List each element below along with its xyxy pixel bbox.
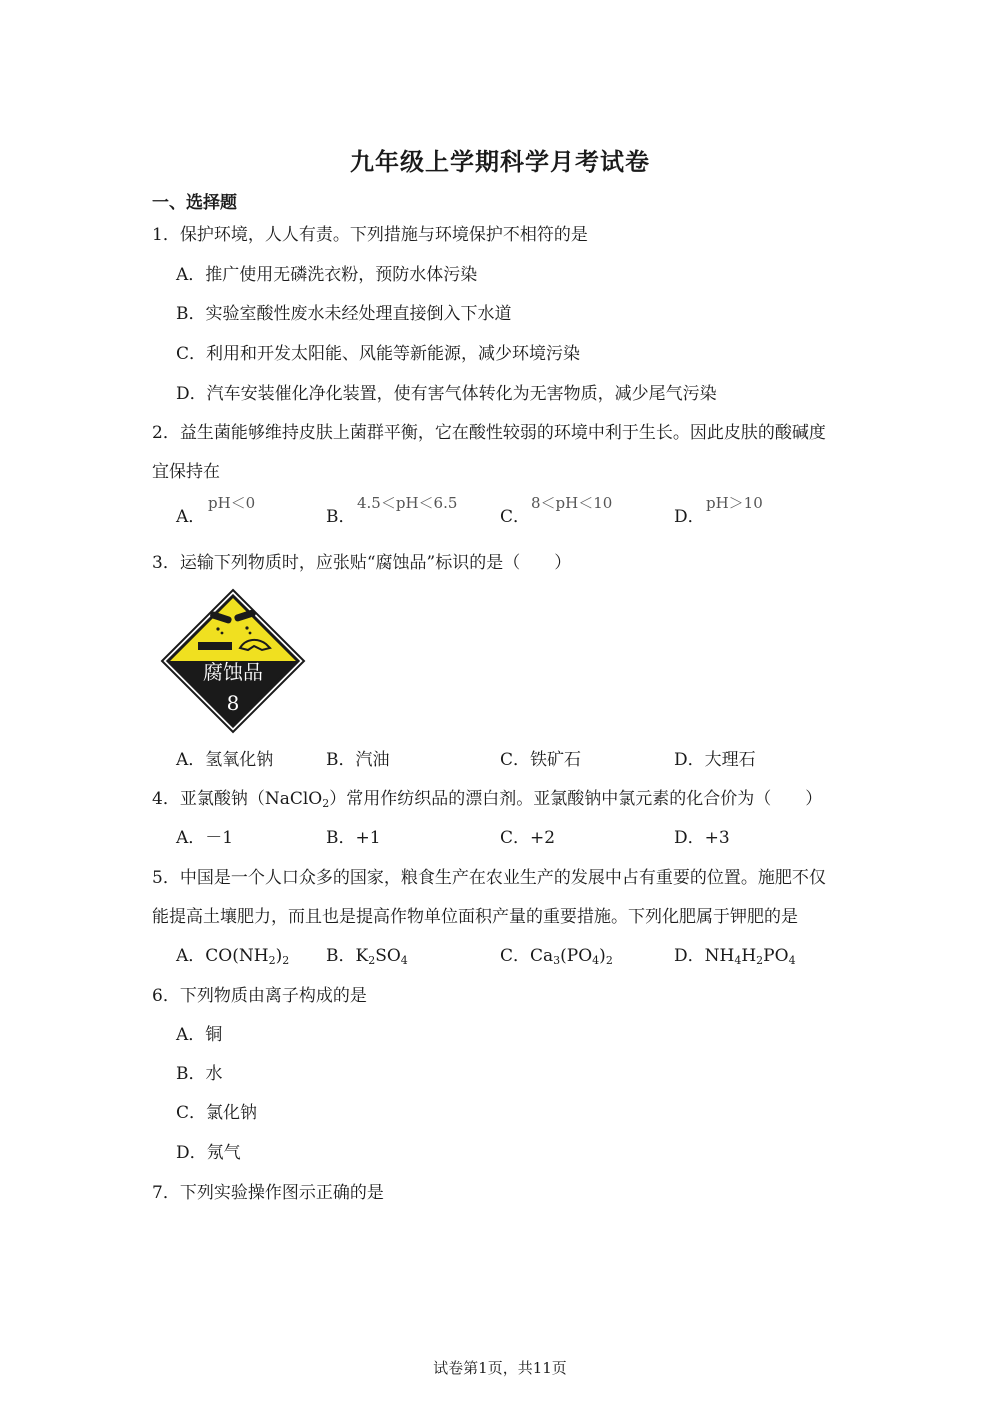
- hazard-sign-label: 腐蚀品: [203, 660, 263, 684]
- question-2-option-b-value: 4.5＜pH＜6.5: [357, 494, 458, 512]
- question-2-option-a-label: A．: [176, 507, 206, 527]
- question-5-option-b: B．$K_2SO_4$: [326, 946, 408, 967]
- question-6-stem: 6．下列物质由离子构成的是: [152, 986, 367, 1006]
- question-3-option-a: A．氢氧化钠: [176, 750, 274, 770]
- question-7-stem: 7．下列实验操作图示正确的是: [152, 1183, 384, 1203]
- section-heading: 一、选择题: [152, 193, 237, 213]
- question-2-option-d-value: pH＞10: [706, 494, 763, 512]
- question-4-option-c: C．+2: [500, 828, 556, 848]
- question-1-option-d: D．汽车安装催化净化装置，使有害气体转化为无害物质，减少尾气污染: [176, 384, 717, 404]
- question-4-stem: 4．亚氯酸钠（NaClO$_2$）常用作纺织品的漂白剂。亚氯酸钠中氯元素的化合价为（ ）: [152, 789, 823, 810]
- question-2-option-b-label: B．: [326, 507, 356, 527]
- question-5-stem-line-1: 5．中国是一个人口众多的国家，粮食生产在农业生产的发展中占有重要的位置。施肥不仅: [152, 868, 826, 888]
- hazard-class-number: 8: [226, 691, 240, 715]
- question-2-option-a-value: pH＜0: [208, 494, 256, 512]
- question-1-option-b: B．实验室酸性废水未经处理直接倒入下水道: [176, 304, 512, 324]
- question-2-option-c-value: 8＜pH＜10: [531, 494, 613, 512]
- question-6-option-a: A．铜: [176, 1025, 223, 1045]
- question-2-option-d-label: D．: [674, 507, 705, 527]
- question-3-option-d: D．大理石: [674, 750, 756, 770]
- question-2-stem-line-1: 2．益生菌能够维持皮肤上菌群平衡，它在酸性较弱的环境中利于生长。因此皮肤的酸碱度: [152, 423, 826, 443]
- question-1-stem: 1．保护环境，人人有责。下列措施与环境保护不相符的是: [152, 225, 588, 245]
- question-2-stem-line-2: 宜保持在: [152, 462, 220, 482]
- question-6-option-d: D．氖气: [176, 1143, 241, 1163]
- question-4-option-d: D．+3: [674, 828, 730, 848]
- question-6-option-c: C．氯化钠: [176, 1103, 258, 1123]
- question-3-option-b: B．汽油: [326, 750, 390, 770]
- question-1-option-a: A．推广使用无磷洗衣粉，预防水体污染: [176, 265, 478, 285]
- question-1-option-c: C．利用和开发太阳能、风能等新能源，减少环境污染: [176, 344, 581, 364]
- question-4-option-b: B．+1: [326, 828, 381, 848]
- corrosive-hazard-sign: [158, 586, 308, 736]
- question-5-option-c: C．$Ca_3(PO_4)_2$: [500, 946, 613, 967]
- question-3-option-c: C．铁矿石: [500, 750, 582, 770]
- page-title: 九年级上学期科学月考试卷: [350, 147, 650, 176]
- question-3-stem: 3．运输下列物质时，应张贴“腐蚀品”标识的是（ ）: [152, 553, 572, 573]
- question-6-option-b: B．水: [176, 1064, 223, 1084]
- page-footer: 试卷第1页，共11页: [433, 1359, 567, 1377]
- question-5-option-a: A．$CO(NH_2)_2$: [176, 946, 290, 967]
- question-5-option-d: D．$NH_4H_2PO_4$: [674, 946, 796, 967]
- corrosive-hazard-icon: [158, 586, 308, 736]
- question-5-stem-line-2: 能提高土壤肥力，而且也是提高作物单位面积产量的重要措施。下列化肥属于钾肥的是: [152, 907, 798, 927]
- question-2-option-c-label: C．: [500, 507, 531, 527]
- question-4-option-a: A．－1: [176, 828, 234, 848]
